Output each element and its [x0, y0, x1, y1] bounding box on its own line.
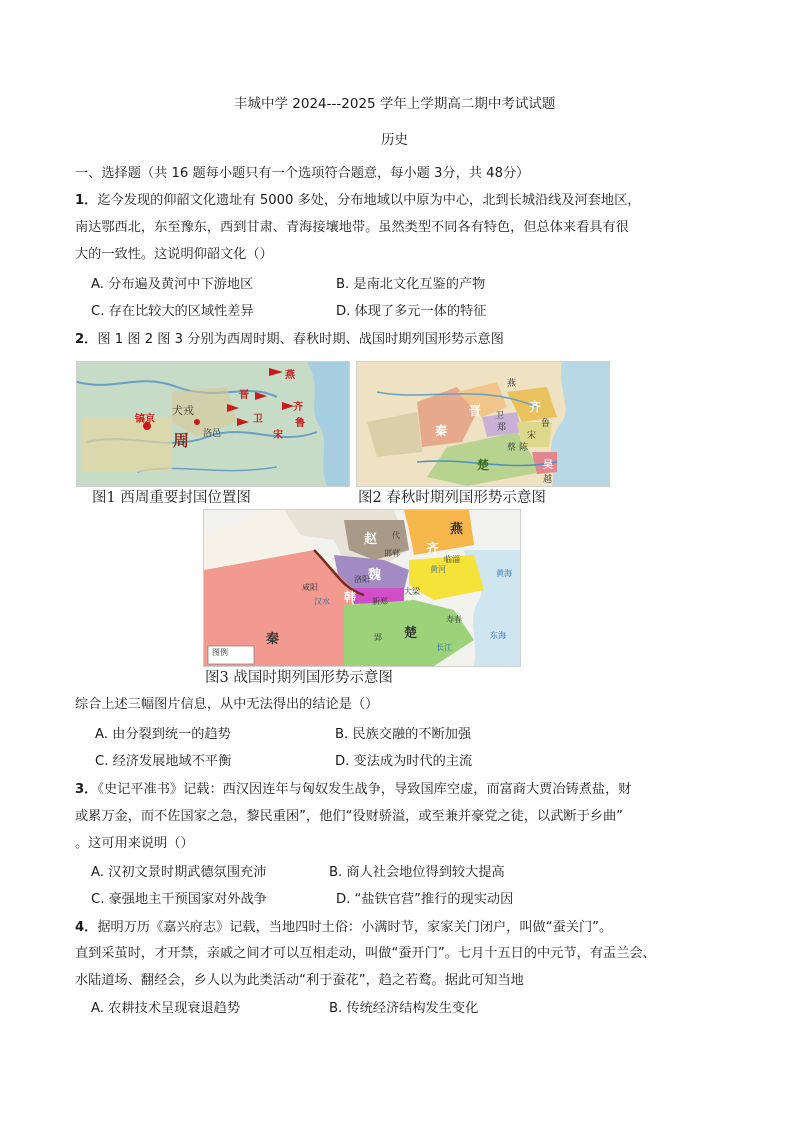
question-4-line-2: 直到采茧时，才开禁，亲戚之间才可以互相走动，叫做“蚕开门”。七月十五日的中元节，有盂兰会、	[75, 946, 656, 961]
option-b[interactable]: B. 商人社会地位得到较大提高	[329, 865, 505, 880]
map-label-qi: 齐	[293, 402, 303, 413]
map3-label-daliang: 大梁	[404, 587, 420, 596]
map-label-zhou: 周	[173, 431, 190, 450]
question-text: 据明万历《嘉兴府志》记载，当地四时土俗：小满时节，家家关门闭户，叫做“蚕关门”。	[97, 920, 613, 935]
map2-label-qi: 齐	[529, 400, 542, 414]
map-spring-autumn	[356, 361, 610, 487]
map-west-zhou-drawing	[77, 362, 349, 486]
map3-label-han: 韩	[344, 590, 357, 604]
map2-label-qin: 秦	[435, 424, 448, 438]
option-a[interactable]: A. 汉初文景时期武德氛围充沛	[91, 865, 267, 880]
question-3-line-2: 或累万金，而不佐国家之急，黎民重困”，他们“役财骄溢，或至兼并豪党之徒，以武断于乡曲”	[75, 809, 623, 824]
map-label-haojing: 镐京	[135, 414, 155, 425]
map-warring-states-drawing	[204, 510, 520, 666]
map3-label-huanghai: 黄海	[496, 569, 512, 578]
map2-label-song: 宋	[527, 431, 537, 441]
map-label-wei: 卫	[253, 414, 263, 425]
subject-title: 历史	[381, 132, 408, 148]
map3-label-shouchun: 寿春	[446, 615, 462, 624]
question-4-line-3: 水陆道场、翻经会，乡人以为此类活动“利于蚕花”，趋之若鹜。据此可知当地	[75, 973, 524, 988]
map-label-lu: 鲁	[295, 418, 305, 429]
map2-label-jin: 晋	[469, 404, 482, 418]
map3-label-yan: 燕	[450, 522, 464, 537]
option-c[interactable]: C. 存在比较大的区域性差异	[91, 304, 254, 319]
map3-label-wei: 魏	[368, 568, 382, 583]
map-label-yan: 燕	[285, 370, 295, 381]
map-label-song: 宋	[273, 430, 283, 441]
option-c[interactable]: C. 豪强地主干预国家对外战争	[91, 892, 267, 907]
map2-label-wei: 卫	[495, 411, 505, 421]
map3-label-donghai: 东海	[490, 631, 506, 640]
map-label-luoyi: 洛邑	[203, 429, 222, 439]
question-1-line-3: 大的一致性。这说明仰韶文化（）	[75, 247, 273, 262]
map3-label-xinzheng: 新郑	[372, 597, 388, 606]
map3-label-luoyang: 洛阳	[354, 575, 370, 584]
option-b[interactable]: B. 传统经济结构发生变化	[329, 1001, 479, 1016]
option-d[interactable]: D. 变法成为时代的主流	[335, 754, 473, 769]
map3-label-zhao: 赵	[364, 532, 378, 547]
option-a[interactable]: A. 分布遍及黄河中下游地区	[91, 277, 254, 292]
map-label-quanrong: 犬戎	[172, 404, 194, 417]
map-warring-states	[203, 509, 521, 667]
map2-caption: 图2 春秋时期列国形势示意图	[358, 490, 546, 506]
map3-label-huanghe: 黄河	[430, 565, 446, 574]
map2-label-chen: 陈	[519, 443, 529, 453]
map3-label-xianyang: 咸阳	[302, 583, 318, 592]
map2-label-wu: 吴	[543, 460, 553, 471]
question-text: 《史记平准书》记载：西汉因连年与匈奴发生战争，导致国库空虚，而富商大贾冶铸煮盐，财	[97, 782, 632, 797]
question-number: 3．	[75, 782, 98, 797]
option-a[interactable]: A. 农耕技术呈现衰退趋势	[91, 1001, 241, 1016]
map3-label-ying: 郢	[374, 633, 382, 642]
option-c[interactable]: C. 经济发展地域不平衡	[95, 754, 232, 769]
map3-caption: 图3 战国时期列国形势示意图	[205, 670, 393, 686]
section-heading: 一、选择题（共 16 题每小题只有一个选项符合题意，每小题 3分，共 48分）	[75, 166, 530, 181]
map3-label-qin: 秦	[266, 632, 280, 647]
option-b[interactable]: B. 民族交融的不断加强	[335, 727, 472, 742]
question-number: 1．	[75, 193, 98, 208]
question-1-line-2: 南达鄂西北，东至豫东，西到甘肃、青海接壤地带。虽然类型不同各有特色，但总体来看具有很	[75, 220, 629, 235]
map2-label-yan: 燕	[507, 379, 517, 389]
question-2-line-1	[75, 331, 504, 349]
question-3-line-1	[75, 781, 631, 799]
option-b[interactable]: B. 是南北文化互鉴的产物	[336, 277, 486, 292]
option-d[interactable]: D. 体现了多元一体的特征	[336, 304, 487, 319]
map3-label-chu: 楚	[404, 626, 418, 641]
map3-label-linzi: 临淄	[444, 555, 460, 564]
map1-caption: 图1 西周重要封国位置图	[92, 490, 251, 506]
map3-label-qi: 齐	[426, 542, 440, 557]
map2-label-yue: 越	[543, 475, 553, 485]
map2-label-cai: 蔡	[507, 443, 517, 453]
question-3-line-3: 。这可用来说明（）	[75, 836, 194, 851]
option-a[interactable]: A. 由分裂到统一的趋势	[95, 727, 231, 742]
map3-label-hanshui: 汉水	[314, 597, 330, 606]
map3-label-handan: 邯郸	[384, 549, 400, 558]
question-2-conclusion: 综合上述三幅图片信息，从中无法得出的结论是（）	[75, 697, 379, 712]
page-title: 丰城中学 2024---2025 学年上学期高二期中考试试题	[234, 96, 556, 112]
question-text: 迄今发现的仰韶文化遗址有 5000 多处，分布地域以中原为中心，北到长城沿线及河套地区，	[97, 193, 641, 208]
question-number: 4．	[75, 920, 98, 935]
question-4-line-1	[75, 919, 612, 937]
map3-label-changjiang: 长江	[436, 643, 452, 652]
question-1-line-1	[75, 192, 640, 210]
map3-label-dai: 代	[392, 531, 400, 540]
map3-legend: 图例	[212, 648, 228, 657]
map2-label-chu: 楚	[477, 458, 490, 472]
map-west-zhou	[76, 361, 350, 487]
map2-label-zheng: 郑	[497, 423, 507, 433]
question-number: 2．	[75, 332, 98, 347]
question-text: 图 1 图 2 图 3 分别为西周时期、春秋时期、战国时期列国形势示意图	[97, 332, 504, 347]
map2-label-lu: 鲁	[541, 419, 551, 429]
option-d[interactable]: D. “盐铁官营”推行的现实动因	[336, 892, 514, 907]
map-label-jin: 晋	[239, 390, 249, 401]
